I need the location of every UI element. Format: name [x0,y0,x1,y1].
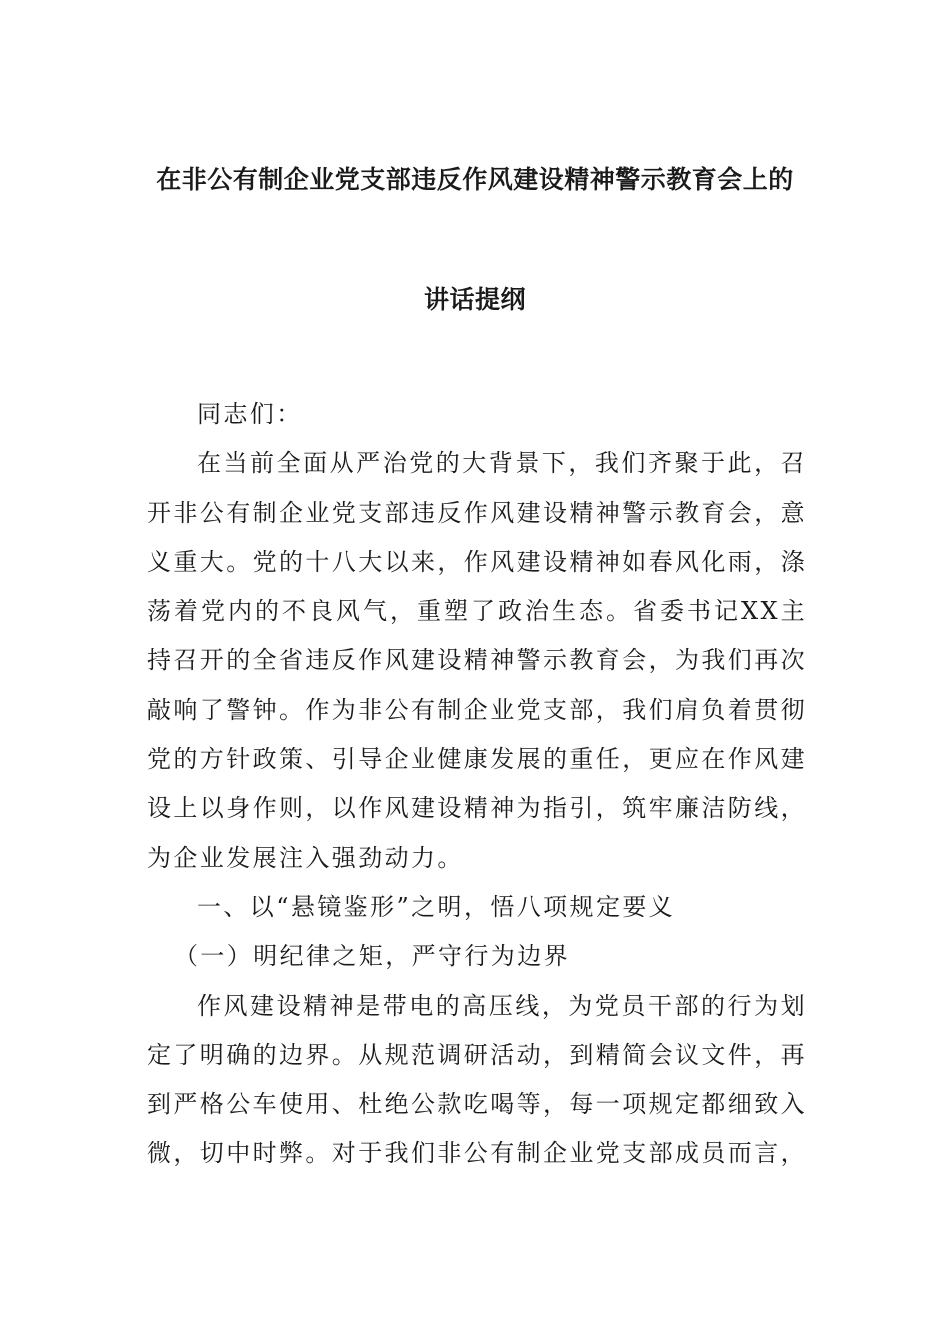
document-body [147,390,807,1179]
intro-paragraph: 在当前全面从严治党的大背景下，我们齐聚于此，召开非公有制企业党支部违反作风建设精神警示教育会，意义重大。党的十八大以来，作风建设精神如春风化雨，涤荡着党内的不良风气，重塑了政治生态。省委书记XX主持召开的全省违反作风建设精神警示教育会，为我们再次敲响了警钟。作为非公有制企业党支部，我们肩负着贯彻党的方针政策、引导企业健康发展的重任，更应在作风建设上以身作则，以作风建设精神为指引，筑牢廉洁防线，为企业发展注入强劲动力。 [147,449,807,872]
subsection-heading-1: （一）明纪律之矩，严守行为边界 [174,942,570,971]
section-heading-1: 一、以“悬镜鉴形”之明，悟八项规定要义 [197,892,676,921]
document-title-line-2: 讲话提纲 [423,285,526,314]
salutation: 同志们： [197,400,303,428]
section-1-paragraph: 作风建设精神是带电的高压线，为党员干部的行为划定了明确的边界。从规范调研活动，到精简会议文件，再到严格公车使用、杜绝公款吃喝等，每一项规定都细致入微，切中时弊。对于我们非公有制企业党支部成员而言， [147,991,807,1168]
document-title-line-1: 在非公有制企业党支部违反作风建设精神警示教育会上的 [156,165,794,194]
